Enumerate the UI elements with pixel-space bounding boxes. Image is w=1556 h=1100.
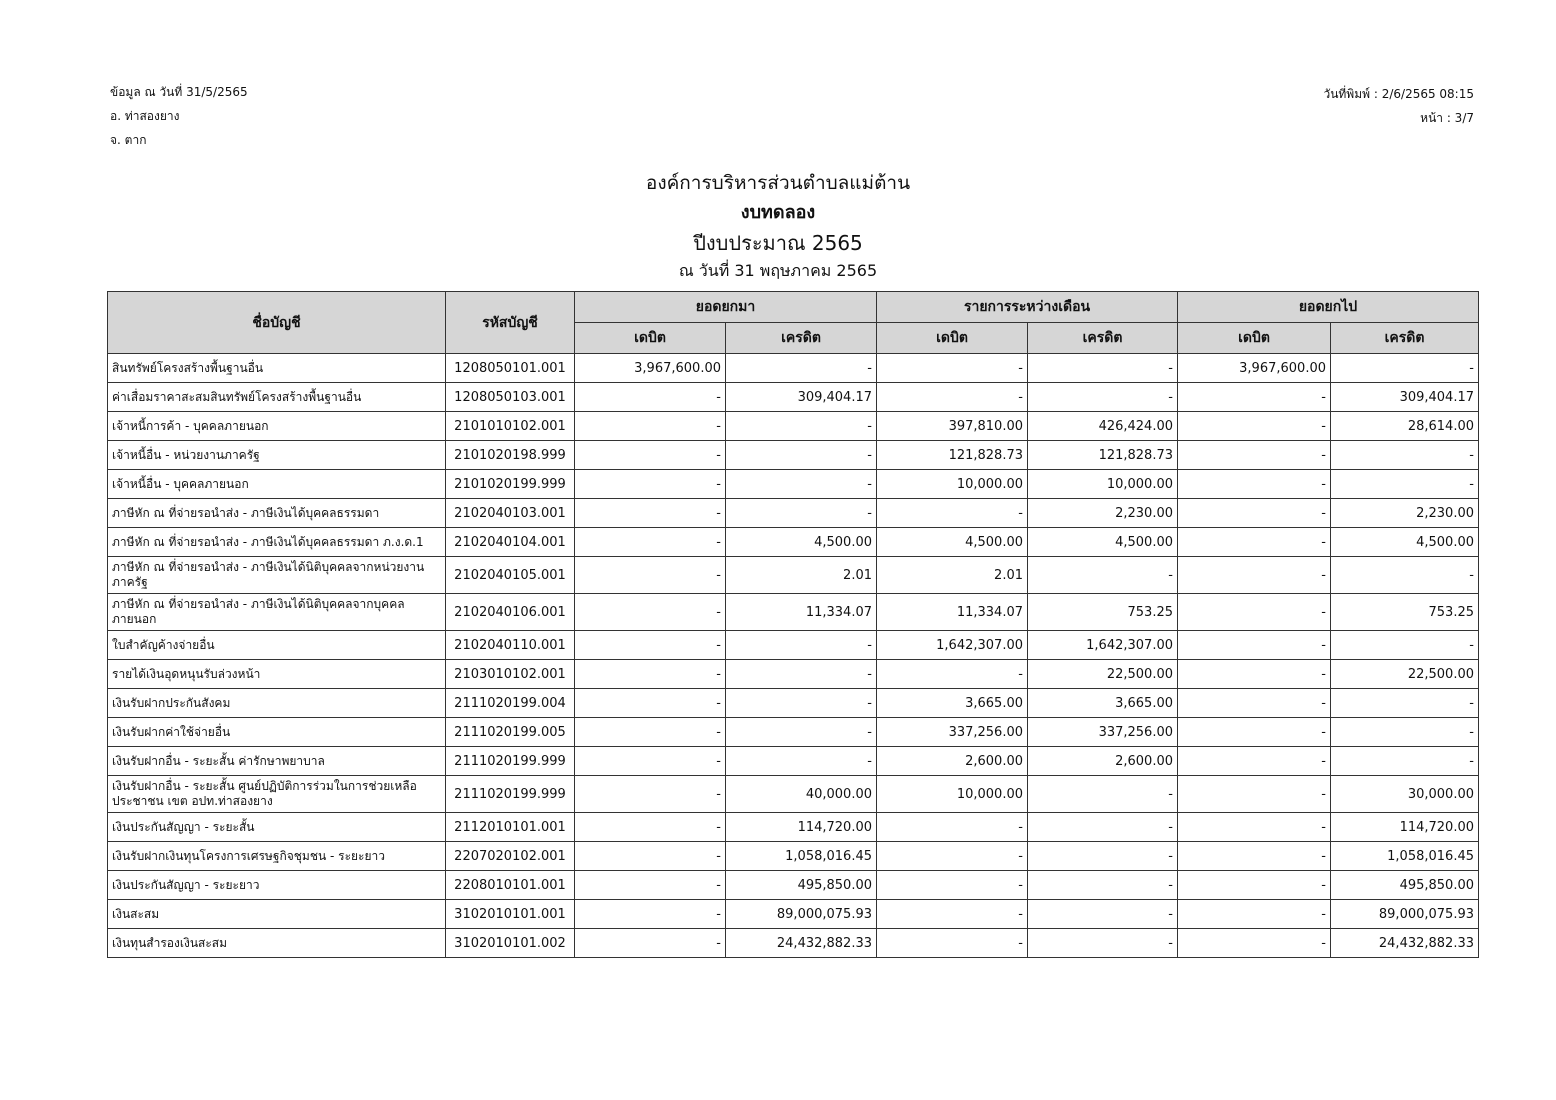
brought-forward-credit-cell: - (726, 631, 877, 660)
month-credit-cell: 22,500.00 (1028, 660, 1178, 689)
header-account-name: ชื่อบัญชี (108, 292, 446, 354)
header-debit: เดบิต (1178, 323, 1331, 354)
brought-forward-debit-cell: - (575, 776, 726, 813)
carried-forward-debit-cell: - (1178, 441, 1331, 470)
brought-forward-debit-cell: - (575, 900, 726, 929)
carried-forward-debit-cell: - (1178, 499, 1331, 528)
account-code-cell: 2102040106.001 (446, 594, 575, 631)
table-row (108, 499, 1479, 528)
account-name-cell: เจ้าหนี้การค้า - บุคคลภายนอก (108, 412, 446, 441)
report-titles (0, 168, 1556, 284)
header-credit: เครดิต (1331, 323, 1479, 354)
data-date: ข้อมูล ณ วันที่ 31/5/2565 (110, 85, 248, 99)
carried-forward-debit-cell: - (1178, 528, 1331, 557)
account-name-cell: เจ้าหนี้อื่น - บุคคลภายนอก (108, 470, 446, 499)
brought-forward-debit-cell: - (575, 383, 726, 412)
table-row (108, 383, 1479, 412)
carried-forward-credit-cell: 22,500.00 (1331, 660, 1479, 689)
table-row (108, 528, 1479, 557)
header-credit: เครดิต (726, 323, 877, 354)
month-credit-cell: - (1028, 383, 1178, 412)
table-row (108, 747, 1479, 776)
carried-forward-debit-cell: - (1178, 660, 1331, 689)
brought-forward-debit-cell: - (575, 631, 726, 660)
account-name-cell: ภาษีหัก ณ ที่จ่ายรอนำส่ง - ภาษีเงินได้นิติบุคคลจากบุคคลภายนอก (108, 594, 446, 631)
month-debit-cell: 2.01 (877, 557, 1028, 594)
report-meta-right (1323, 82, 1474, 130)
district: อ. ท่าสองยาง (110, 109, 180, 123)
brought-forward-debit-cell: - (575, 813, 726, 842)
month-debit-cell: - (877, 871, 1028, 900)
month-debit-cell: - (877, 929, 1028, 958)
month-debit-cell: 4,500.00 (877, 528, 1028, 557)
account-name-cell: ภาษีหัก ณ ที่จ่ายรอนำส่ง - ภาษีเงินได้บุคคลธรรมดา (108, 499, 446, 528)
account-code-cell: 2207020102.001 (446, 842, 575, 871)
table-row (108, 776, 1479, 813)
brought-forward-credit-cell: 114,720.00 (726, 813, 877, 842)
brought-forward-credit-cell: 24,432,882.33 (726, 929, 877, 958)
month-credit-cell: - (1028, 813, 1178, 842)
carried-forward-credit-cell: 309,404.17 (1331, 383, 1479, 412)
carried-forward-credit-cell: 28,614.00 (1331, 412, 1479, 441)
brought-forward-debit-cell: - (575, 718, 726, 747)
table-body (108, 354, 1479, 958)
organization-name: องค์การบริหารส่วนตำบลแม่ต้าน (645, 172, 911, 194)
month-debit-cell: 1,642,307.00 (877, 631, 1028, 660)
account-code-cell: 2101010102.001 (446, 412, 575, 441)
month-credit-cell: - (1028, 929, 1178, 958)
brought-forward-debit-cell: - (575, 929, 726, 958)
table-row (108, 660, 1479, 689)
brought-forward-credit-cell: 4,500.00 (726, 528, 877, 557)
account-name-cell: เจ้าหนี้อื่น - หน่วยงานภาครัฐ (108, 441, 446, 470)
month-credit-cell: 2,230.00 (1028, 499, 1178, 528)
header-during-month: รายการระหว่างเดือน (877, 292, 1178, 323)
carried-forward-debit-cell: - (1178, 631, 1331, 660)
carried-forward-debit-cell: - (1178, 557, 1331, 594)
table-row (108, 689, 1479, 718)
header-credit: เครดิต (1028, 323, 1178, 354)
month-credit-cell: 10,000.00 (1028, 470, 1178, 499)
table-row (108, 813, 1479, 842)
report-title: งบทดลอง (740, 202, 816, 223)
table-row (108, 718, 1479, 747)
carried-forward-credit-cell: 24,432,882.33 (1331, 929, 1479, 958)
table-row (108, 557, 1479, 594)
carried-forward-credit-cell: - (1331, 354, 1479, 383)
print-date: วันที่พิมพ์ : 2/6/2565 08:15 (1323, 87, 1474, 101)
month-credit-cell: 121,828.73 (1028, 441, 1178, 470)
brought-forward-credit-cell: 1,058,016.45 (726, 842, 877, 871)
carried-forward-credit-cell: 30,000.00 (1331, 776, 1479, 813)
carried-forward-credit-cell: - (1331, 689, 1479, 718)
carried-forward-debit-cell: - (1178, 689, 1331, 718)
brought-forward-debit-cell: - (575, 412, 726, 441)
account-code-cell: 2111020199.004 (446, 689, 575, 718)
brought-forward-credit-cell: - (726, 660, 877, 689)
month-credit-cell: 4,500.00 (1028, 528, 1178, 557)
header-brought-forward: ยอดยกมา (575, 292, 877, 323)
account-code-cell: 2111020199.999 (446, 747, 575, 776)
account-name-cell: ใบสำคัญค้างจ่ายอื่น (108, 631, 446, 660)
carried-forward-debit-cell: - (1178, 900, 1331, 929)
account-code-cell: 2102040103.001 (446, 499, 575, 528)
brought-forward-credit-cell: - (726, 747, 877, 776)
brought-forward-credit-cell: 40,000.00 (726, 776, 877, 813)
trial-balance-table (107, 291, 1479, 958)
carried-forward-credit-cell: 1,058,016.45 (1331, 842, 1479, 871)
brought-forward-credit-cell: 89,000,075.93 (726, 900, 877, 929)
account-name-cell: เงินประกันสัญญา - ระยะสั้น (108, 813, 446, 842)
carried-forward-credit-cell: 753.25 (1331, 594, 1479, 631)
month-debit-cell: 337,256.00 (877, 718, 1028, 747)
carried-forward-debit-cell: - (1178, 929, 1331, 958)
account-code-cell: 2102040104.001 (446, 528, 575, 557)
table-row (108, 871, 1479, 900)
brought-forward-credit-cell: 11,334.07 (726, 594, 877, 631)
brought-forward-debit-cell: - (575, 689, 726, 718)
carried-forward-debit-cell: - (1178, 718, 1331, 747)
brought-forward-debit-cell: - (575, 528, 726, 557)
month-debit-cell: 3,665.00 (877, 689, 1028, 718)
carried-forward-credit-cell: - (1331, 441, 1479, 470)
brought-forward-credit-cell: - (726, 499, 877, 528)
header-debit: เดบิต (877, 323, 1028, 354)
account-code-cell: 2111020199.999 (446, 776, 575, 813)
brought-forward-debit-cell: - (575, 842, 726, 871)
account-name-cell: เงินรับฝากเงินทุนโครงการเศรษฐกิจชุมชน - ระยะยาว (108, 842, 446, 871)
carried-forward-debit-cell: - (1178, 871, 1331, 900)
month-credit-cell: 1,642,307.00 (1028, 631, 1178, 660)
brought-forward-debit-cell: - (575, 441, 726, 470)
table-row (108, 412, 1479, 441)
month-debit-cell: - (877, 660, 1028, 689)
table-row (108, 441, 1479, 470)
table-row (108, 929, 1479, 958)
carried-forward-credit-cell: - (1331, 747, 1479, 776)
brought-forward-debit-cell: - (575, 557, 726, 594)
account-name-cell: เงินประกันสัญญา - ระยะยาว (108, 871, 446, 900)
province: จ. ตาก (110, 133, 147, 147)
table-row (108, 631, 1479, 660)
month-credit-cell: 337,256.00 (1028, 718, 1178, 747)
month-debit-cell: 121,828.73 (877, 441, 1028, 470)
account-name-cell: เงินสะสม (108, 900, 446, 929)
carried-forward-debit-cell: - (1178, 470, 1331, 499)
account-code-cell: 1208050101.001 (446, 354, 575, 383)
account-name-cell: ภาษีหัก ณ ที่จ่ายรอนำส่ง - ภาษีเงินได้บุคคลธรรมดา ภ.ง.ด.1 (108, 528, 446, 557)
table-row (108, 900, 1479, 929)
month-debit-cell: 10,000.00 (877, 776, 1028, 813)
brought-forward-credit-cell: 309,404.17 (726, 383, 877, 412)
carried-forward-debit-cell: 3,967,600.00 (1178, 354, 1331, 383)
account-name-cell: เงินรับฝากอื่น - ระยะสั้น ศูนย์ปฏิบัติการร่วมในการช่วยเหลือประชาชน เขต อปท.ท่าสองยาง (108, 776, 446, 813)
month-debit-cell: - (877, 813, 1028, 842)
account-code-cell: 2208010101.001 (446, 871, 575, 900)
brought-forward-debit-cell: - (575, 871, 726, 900)
brought-forward-credit-cell: - (726, 441, 877, 470)
account-code-cell: 2102040105.001 (446, 557, 575, 594)
carried-forward-credit-cell: - (1331, 718, 1479, 747)
brought-forward-credit-cell: 495,850.00 (726, 871, 877, 900)
header-account-code: รหัสบัญชี (446, 292, 575, 354)
month-credit-cell: - (1028, 842, 1178, 871)
carried-forward-debit-cell: - (1178, 842, 1331, 871)
account-name-cell: ค่าเสื่อมราคาสะสมสินทรัพย์โครงสร้างพื้นฐานอื่น (108, 383, 446, 412)
brought-forward-debit-cell: 3,967,600.00 (575, 354, 726, 383)
carried-forward-debit-cell: - (1178, 594, 1331, 631)
brought-forward-credit-cell: 2.01 (726, 557, 877, 594)
account-code-cell: 2101020199.999 (446, 470, 575, 499)
brought-forward-credit-cell: - (726, 354, 877, 383)
month-credit-cell: - (1028, 776, 1178, 813)
month-credit-cell: 753.25 (1028, 594, 1178, 631)
month-debit-cell: - (877, 383, 1028, 412)
account-code-cell: 3102010101.002 (446, 929, 575, 958)
fiscal-year: ปีงบประมาณ 2565 (693, 231, 863, 255)
account-code-cell: 2111020199.005 (446, 718, 575, 747)
carried-forward-credit-cell: 4,500.00 (1331, 528, 1479, 557)
account-name-cell: สินทรัพย์โครงสร้างพื้นฐานอื่น (108, 354, 446, 383)
month-debit-cell: - (877, 842, 1028, 871)
carried-forward-credit-cell: - (1331, 470, 1479, 499)
account-code-cell: 3102010101.001 (446, 900, 575, 929)
month-credit-cell: 2,600.00 (1028, 747, 1178, 776)
month-debit-cell: 11,334.07 (877, 594, 1028, 631)
brought-forward-debit-cell: - (575, 660, 726, 689)
brought-forward-debit-cell: - (575, 594, 726, 631)
month-debit-cell: 10,000.00 (877, 470, 1028, 499)
brought-forward-credit-cell: - (726, 689, 877, 718)
brought-forward-credit-cell: - (726, 718, 877, 747)
month-debit-cell: 397,810.00 (877, 412, 1028, 441)
carried-forward-credit-cell: - (1331, 631, 1479, 660)
account-name-cell: เงินรับฝากประกันสังคม (108, 689, 446, 718)
account-code-cell: 2101020198.999 (446, 441, 575, 470)
table-row (108, 470, 1479, 499)
account-name-cell: เงินทุนสำรองเงินสะสม (108, 929, 446, 958)
brought-forward-debit-cell: - (575, 470, 726, 499)
carried-forward-debit-cell: - (1178, 776, 1331, 813)
month-credit-cell: 426,424.00 (1028, 412, 1178, 441)
carried-forward-debit-cell: - (1178, 747, 1331, 776)
carried-forward-debit-cell: - (1178, 383, 1331, 412)
month-debit-cell: - (877, 354, 1028, 383)
brought-forward-credit-cell: - (726, 470, 877, 499)
account-name-cell: ภาษีหัก ณ ที่จ่ายรอนำส่ง - ภาษีเงินได้นิติบุคคลจากหน่วยงานภาครัฐ (108, 557, 446, 594)
page-number: หน้า : 3/7 (1420, 111, 1474, 125)
table-row (108, 354, 1479, 383)
month-debit-cell: - (877, 499, 1028, 528)
report-meta-left (110, 80, 248, 152)
month-credit-cell: - (1028, 871, 1178, 900)
month-credit-cell: - (1028, 557, 1178, 594)
account-code-cell: 2103010102.001 (446, 660, 575, 689)
carried-forward-debit-cell: - (1178, 412, 1331, 441)
month-credit-cell: - (1028, 900, 1178, 929)
month-credit-cell: 3,665.00 (1028, 689, 1178, 718)
carried-forward-credit-cell: - (1331, 557, 1479, 594)
table-row (108, 594, 1479, 631)
brought-forward-debit-cell: - (575, 747, 726, 776)
account-code-cell: 2112010101.001 (446, 813, 575, 842)
as-of-date: ณ วันที่ 31 พฤษภาคม 2565 (678, 261, 878, 280)
brought-forward-credit-cell: - (726, 412, 877, 441)
carried-forward-debit-cell: - (1178, 813, 1331, 842)
account-name-cell: รายได้เงินอุดหนุนรับล่วงหน้า (108, 660, 446, 689)
carried-forward-credit-cell: 2,230.00 (1331, 499, 1479, 528)
month-credit-cell: - (1028, 354, 1178, 383)
table-row (108, 842, 1479, 871)
carried-forward-credit-cell: 114,720.00 (1331, 813, 1479, 842)
header-debit: เดบิต (575, 323, 726, 354)
month-debit-cell: 2,600.00 (877, 747, 1028, 776)
account-name-cell: เงินรับฝากอื่น - ระยะสั้น ค่ารักษาพยาบาล (108, 747, 446, 776)
account-code-cell: 2102040110.001 (446, 631, 575, 660)
carried-forward-credit-cell: 495,850.00 (1331, 871, 1479, 900)
account-code-cell: 1208050103.001 (446, 383, 575, 412)
brought-forward-debit-cell: - (575, 499, 726, 528)
account-name-cell: เงินรับฝากค่าใช้จ่ายอื่น (108, 718, 446, 747)
header-carried-forward: ยอดยกไป (1178, 292, 1479, 323)
month-debit-cell: - (877, 900, 1028, 929)
carried-forward-credit-cell: 89,000,075.93 (1331, 900, 1479, 929)
